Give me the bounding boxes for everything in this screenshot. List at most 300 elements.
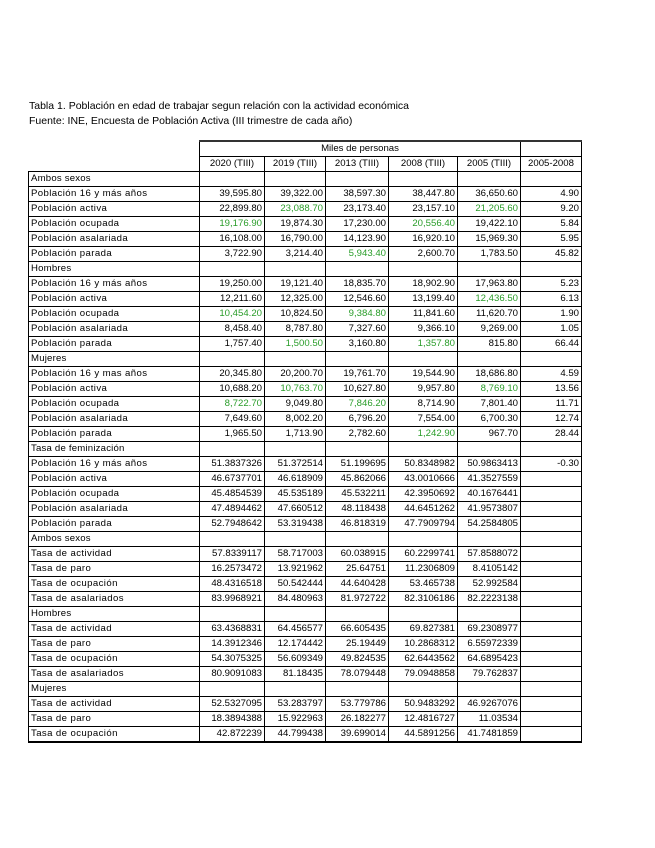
table-row [29, 427, 582, 442]
value-cell: 1.05 [521, 322, 582, 337]
table-row [29, 622, 582, 637]
table-row [29, 367, 582, 382]
value-cell: 18,902.90 [389, 277, 458, 292]
value-cell: 17,963.80 [458, 277, 521, 292]
value-cell [521, 712, 582, 727]
value-cell: 40.1676441 [458, 487, 521, 502]
value-cell: 2,782.60 [326, 427, 389, 442]
value-cell: 69.2308977 [458, 622, 521, 637]
value-cell [521, 592, 582, 607]
value-cell: 19,874.30 [265, 217, 326, 232]
value-cell: 12.174442 [265, 637, 326, 652]
value-cell [521, 547, 582, 562]
table-row [29, 487, 582, 502]
column-header: 2013 (TIII) [326, 157, 389, 172]
row-label: Tasa de asalariados [29, 592, 200, 607]
row-label: Población activa [29, 382, 200, 397]
table-row [29, 637, 582, 652]
table-row [29, 247, 582, 262]
empty-cell [265, 682, 326, 697]
empty-cell [389, 682, 458, 697]
value-cell: 81.972722 [326, 592, 389, 607]
row-label: Población parada [29, 517, 200, 532]
column-header: 2020 (TIII) [200, 157, 265, 172]
row-label: Tasa de ocupación [29, 652, 200, 667]
value-cell: 79.762837 [458, 667, 521, 682]
value-cell: 54.3075325 [200, 652, 265, 667]
value-cell: 51.199695 [326, 457, 389, 472]
empty-cell [200, 442, 265, 457]
value-cell [521, 637, 582, 652]
value-cell [521, 577, 582, 592]
value-cell: 2,600.70 [389, 247, 458, 262]
value-cell: 45.532211 [326, 487, 389, 502]
empty-cell [521, 262, 582, 277]
row-label: Población parada [29, 337, 200, 352]
value-cell: 47.4894462 [200, 502, 265, 517]
value-cell: 44.5891256 [389, 727, 458, 743]
value-cell: 47.7909794 [389, 517, 458, 532]
value-cell: 3,214.40 [265, 247, 326, 262]
value-cell: 4.90 [521, 187, 582, 202]
header-group-row [29, 141, 582, 157]
value-cell: 12,436.50 [458, 292, 521, 307]
value-cell: 12.4816727 [389, 712, 458, 727]
population-table [28, 140, 582, 743]
section-title: Tasa de feminización [29, 442, 200, 457]
empty-cell [458, 172, 521, 187]
section-header-row [29, 262, 582, 277]
value-cell: 5.23 [521, 277, 582, 292]
table-row [29, 472, 582, 487]
value-cell: 56.609349 [265, 652, 326, 667]
value-cell: 16,920.10 [389, 232, 458, 247]
value-cell: 14,123.90 [326, 232, 389, 247]
row-label: Población 16 y más años [29, 187, 200, 202]
row-label: Población asalariada [29, 322, 200, 337]
value-cell: 15,969.30 [458, 232, 521, 247]
empty-cell [389, 172, 458, 187]
empty-cell [326, 682, 389, 697]
value-cell: 39,595.80 [200, 187, 265, 202]
table-row [29, 652, 582, 667]
empty-cell [326, 442, 389, 457]
row-label: Población ocupada [29, 217, 200, 232]
empty-cell [389, 352, 458, 367]
value-cell: 41.9573807 [458, 502, 521, 517]
value-cell: 46.6737701 [200, 472, 265, 487]
value-cell: 13,199.40 [389, 292, 458, 307]
empty-cell [200, 682, 265, 697]
value-cell: 53.779786 [326, 697, 389, 712]
column-header: 2005-2008 [521, 157, 582, 172]
value-cell [521, 472, 582, 487]
table-row [29, 667, 582, 682]
value-cell: 48.118438 [326, 502, 389, 517]
empty-cell [200, 532, 265, 547]
value-cell: 9,049.80 [265, 397, 326, 412]
value-cell: 16.2573472 [200, 562, 265, 577]
value-cell: 7,846.20 [326, 397, 389, 412]
table-row [29, 232, 582, 247]
value-cell: 82.3106186 [389, 592, 458, 607]
empty-cell [521, 172, 582, 187]
table-row [29, 322, 582, 337]
value-cell: 19,121.40 [265, 277, 326, 292]
table-source: Fuente: INE, Encuesta de Población Activa (III trimestre de cada año) [29, 115, 353, 127]
table-row [29, 202, 582, 217]
value-cell [521, 667, 582, 682]
value-cell: 66.44 [521, 337, 582, 352]
empty-cell [265, 172, 326, 187]
value-cell: 46.618909 [265, 472, 326, 487]
value-cell: 69.827381 [389, 622, 458, 637]
empty-cell [265, 262, 326, 277]
value-cell: 51.372514 [265, 457, 326, 472]
table-row [29, 307, 582, 322]
empty-cell [521, 682, 582, 697]
row-label: Tasa de actividad [29, 697, 200, 712]
table-row [29, 187, 582, 202]
empty-cell [326, 262, 389, 277]
value-cell: 7,554.00 [389, 412, 458, 427]
section-header-row [29, 682, 582, 697]
section-header-row [29, 442, 582, 457]
value-cell: 12,325.00 [265, 292, 326, 307]
value-cell: 14.3912346 [200, 637, 265, 652]
empty-cell [200, 172, 265, 187]
empty-cell [265, 532, 326, 547]
value-cell: 18,835.70 [326, 277, 389, 292]
value-cell: 52.7948642 [200, 517, 265, 532]
value-cell: 11,620.70 [458, 307, 521, 322]
value-cell: 20,200.70 [265, 367, 326, 382]
value-cell: 8,714.90 [389, 397, 458, 412]
empty-cell [458, 442, 521, 457]
value-cell: 63.4368831 [200, 622, 265, 637]
section-header-row [29, 352, 582, 367]
value-cell: 53.319438 [265, 517, 326, 532]
value-cell: 8.4105142 [458, 562, 521, 577]
empty-cell [265, 442, 326, 457]
table-row [29, 712, 582, 727]
empty-cell [458, 607, 521, 622]
value-cell: 84.480963 [265, 592, 326, 607]
value-cell: 47.660512 [265, 502, 326, 517]
value-cell: 50.8348982 [389, 457, 458, 472]
value-cell [521, 562, 582, 577]
value-cell: 45.862066 [326, 472, 389, 487]
value-cell: 3,722.90 [200, 247, 265, 262]
value-cell: 12,546.60 [326, 292, 389, 307]
value-cell: 16,108.00 [200, 232, 265, 247]
table-row [29, 217, 582, 232]
value-cell: 5.84 [521, 217, 582, 232]
row-label: Población parada [29, 427, 200, 442]
column-header: 2005 (TIII) [458, 157, 521, 172]
table-row [29, 382, 582, 397]
section-header-row [29, 607, 582, 622]
row-label: Población asalariada [29, 502, 200, 517]
value-cell: 19,176.90 [200, 217, 265, 232]
value-cell: 6.55972339 [458, 637, 521, 652]
value-cell: 1,783.50 [458, 247, 521, 262]
table-row [29, 727, 582, 743]
row-label: Población ocupada [29, 307, 200, 322]
row-label: Tasa de paro [29, 712, 200, 727]
value-cell: 1.90 [521, 307, 582, 322]
row-label: Población 16 y mas años [29, 367, 200, 382]
table-row [29, 577, 582, 592]
value-cell: 42.872239 [200, 727, 265, 743]
value-cell: 21,205.60 [458, 202, 521, 217]
empty-cell [265, 352, 326, 367]
table-row [29, 412, 582, 427]
row-label: Tasa de paro [29, 562, 200, 577]
row-label: Población activa [29, 202, 200, 217]
empty-cell [265, 607, 326, 622]
value-cell: 8,769.10 [458, 382, 521, 397]
value-cell: 1,242.90 [389, 427, 458, 442]
empty-cell [521, 532, 582, 547]
value-cell: 10,627.80 [326, 382, 389, 397]
section-title: Hombres [29, 607, 200, 622]
row-label: Población 16 y más años [29, 277, 200, 292]
table-row [29, 292, 582, 307]
value-cell: 967.70 [458, 427, 521, 442]
empty-cell [521, 442, 582, 457]
value-cell: 39.699014 [326, 727, 389, 743]
empty-cell [326, 607, 389, 622]
value-cell: 10,454.20 [200, 307, 265, 322]
value-cell: 11.03534 [458, 712, 521, 727]
value-cell: 10,763.70 [265, 382, 326, 397]
empty-cell [326, 532, 389, 547]
value-cell: 82.2223138 [458, 592, 521, 607]
table-row [29, 562, 582, 577]
value-cell: 51.3837326 [200, 457, 265, 472]
empty-cell [200, 352, 265, 367]
value-cell: 25.19449 [326, 637, 389, 652]
value-cell: 38,597.30 [326, 187, 389, 202]
value-cell: 52.5327095 [200, 697, 265, 712]
value-cell: 42.3950692 [389, 487, 458, 502]
value-cell: 4.59 [521, 367, 582, 382]
value-cell: 1,965.50 [200, 427, 265, 442]
empty-cell [458, 352, 521, 367]
value-cell: 12,211.60 [200, 292, 265, 307]
value-cell: 8,458.40 [200, 322, 265, 337]
empty-cell [200, 607, 265, 622]
value-cell: 60.2299741 [389, 547, 458, 562]
value-cell: 60.038915 [326, 547, 389, 562]
value-cell: 11.71 [521, 397, 582, 412]
value-cell: 46.818319 [326, 517, 389, 532]
empty-cell [458, 682, 521, 697]
value-cell: 39,322.00 [265, 187, 326, 202]
section-title: Ambos sexos [29, 172, 200, 187]
empty-cell [389, 532, 458, 547]
column-header: 2008 (TIII) [389, 157, 458, 172]
row-label: Tasa de ocupación [29, 727, 200, 743]
value-cell: 18,686.80 [458, 367, 521, 382]
row-label: Población ocupada [29, 487, 200, 502]
row-label: Tasa de paro [29, 637, 200, 652]
value-cell: 10,688.20 [200, 382, 265, 397]
empty-cell [389, 607, 458, 622]
value-cell: 53.283797 [265, 697, 326, 712]
value-cell: 5.95 [521, 232, 582, 247]
value-cell: 64.6895423 [458, 652, 521, 667]
empty-cell [389, 262, 458, 277]
value-cell: 3,160.80 [326, 337, 389, 352]
value-cell: 45.4854539 [200, 487, 265, 502]
value-cell: 45.82 [521, 247, 582, 262]
value-cell: 11.2306809 [389, 562, 458, 577]
value-cell: 12.74 [521, 412, 582, 427]
table-row [29, 277, 582, 292]
value-cell: 815.80 [458, 337, 521, 352]
value-cell: 10,824.50 [265, 307, 326, 322]
row-label: Población activa [29, 472, 200, 487]
value-cell: 20,556.40 [389, 217, 458, 232]
table-row [29, 547, 582, 562]
value-cell: 11,841.60 [389, 307, 458, 322]
value-cell: 23,088.70 [265, 202, 326, 217]
value-cell: 1,500.50 [265, 337, 326, 352]
value-cell: 23,173.40 [326, 202, 389, 217]
value-cell: 8,722.70 [200, 397, 265, 412]
empty-cell [521, 352, 582, 367]
value-cell: 10.2868312 [389, 637, 458, 652]
value-cell: 1,757.40 [200, 337, 265, 352]
value-cell: 6.13 [521, 292, 582, 307]
row-label: Tasa de actividad [29, 622, 200, 637]
value-cell [521, 697, 582, 712]
table-title: Tabla 1. Población en edad de trabajar segun relación con la actividad económica [29, 100, 409, 112]
value-cell: 19,761.70 [326, 367, 389, 382]
row-label: Población 16 y más años [29, 457, 200, 472]
value-cell: 62.6443562 [389, 652, 458, 667]
row-label: Tasa de ocupación [29, 577, 200, 592]
empty-cell [521, 607, 582, 622]
value-cell: 50.9863413 [458, 457, 521, 472]
value-cell: 46.9267076 [458, 697, 521, 712]
value-cell: 19,422.10 [458, 217, 521, 232]
empty-cell [458, 532, 521, 547]
value-cell: 81.18435 [265, 667, 326, 682]
section-title: Mujeres [29, 352, 200, 367]
header-corner-2 [29, 157, 200, 172]
empty-cell [326, 172, 389, 187]
value-cell: 9,269.00 [458, 322, 521, 337]
value-cell: 53.465738 [389, 577, 458, 592]
section-title: Mujeres [29, 682, 200, 697]
header-group-label: Miles de personas [200, 141, 521, 157]
table-row [29, 337, 582, 352]
table-row [29, 502, 582, 517]
value-cell: 1,357.80 [389, 337, 458, 352]
value-cell: 9,384.80 [326, 307, 389, 322]
value-cell: 83.9968921 [200, 592, 265, 607]
value-cell: 9.20 [521, 202, 582, 217]
value-cell: 25.64751 [326, 562, 389, 577]
value-cell: 44.6451262 [389, 502, 458, 517]
value-cell [521, 487, 582, 502]
value-cell: 41.3527559 [458, 472, 521, 487]
value-cell: 41.7481859 [458, 727, 521, 743]
row-label: Tasa de asalariados [29, 667, 200, 682]
value-cell: 50.542444 [265, 577, 326, 592]
row-label: Población asalariada [29, 232, 200, 247]
value-cell: 57.8588072 [458, 547, 521, 562]
section-title: Hombres [29, 262, 200, 277]
value-cell: 36,650.60 [458, 187, 521, 202]
header-corner [29, 141, 200, 157]
table-row [29, 397, 582, 412]
value-cell: 50.9483292 [389, 697, 458, 712]
value-cell: 9,366.10 [389, 322, 458, 337]
row-label: Población ocupada [29, 397, 200, 412]
value-cell [521, 502, 582, 517]
value-cell: 48.4316518 [200, 577, 265, 592]
value-cell: 1,713.90 [265, 427, 326, 442]
value-cell: 13.56 [521, 382, 582, 397]
value-cell [521, 652, 582, 667]
empty-cell [458, 262, 521, 277]
value-cell: 8,002.20 [265, 412, 326, 427]
value-cell: 26.182277 [326, 712, 389, 727]
value-cell: 22,899.80 [200, 202, 265, 217]
value-cell: 15.922963 [265, 712, 326, 727]
value-cell [521, 622, 582, 637]
row-label: Tasa de actividad [29, 547, 200, 562]
value-cell: 7,801.40 [458, 397, 521, 412]
table-row [29, 697, 582, 712]
value-cell: 19,544.90 [389, 367, 458, 382]
value-cell: 52.992584 [458, 577, 521, 592]
table-caption [29, 99, 409, 129]
value-cell: 9,957.80 [389, 382, 458, 397]
value-cell: 7,649.60 [200, 412, 265, 427]
value-cell: 80.9091083 [200, 667, 265, 682]
value-cell: 19,250.00 [200, 277, 265, 292]
value-cell: 8,787.80 [265, 322, 326, 337]
row-label: Población parada [29, 247, 200, 262]
value-cell: 66.605435 [326, 622, 389, 637]
table-row [29, 517, 582, 532]
value-cell: 79.0948858 [389, 667, 458, 682]
section-title: Ambos sexos [29, 532, 200, 547]
value-cell: 13.921962 [265, 562, 326, 577]
header-columns-row [29, 157, 582, 172]
value-cell: 23,157.10 [389, 202, 458, 217]
empty-cell [389, 442, 458, 457]
section-header-row [29, 532, 582, 547]
value-cell: 58.717003 [265, 547, 326, 562]
value-cell: 49.824535 [326, 652, 389, 667]
value-cell [521, 727, 582, 743]
header-group-blank [521, 141, 582, 157]
value-cell: 38,447.80 [389, 187, 458, 202]
value-cell: 5,943.40 [326, 247, 389, 262]
value-cell: 64.456577 [265, 622, 326, 637]
value-cell: 7,327.60 [326, 322, 389, 337]
value-cell: 20,345.80 [200, 367, 265, 382]
value-cell: 45.535189 [265, 487, 326, 502]
value-cell: -0.30 [521, 457, 582, 472]
value-cell [521, 517, 582, 532]
